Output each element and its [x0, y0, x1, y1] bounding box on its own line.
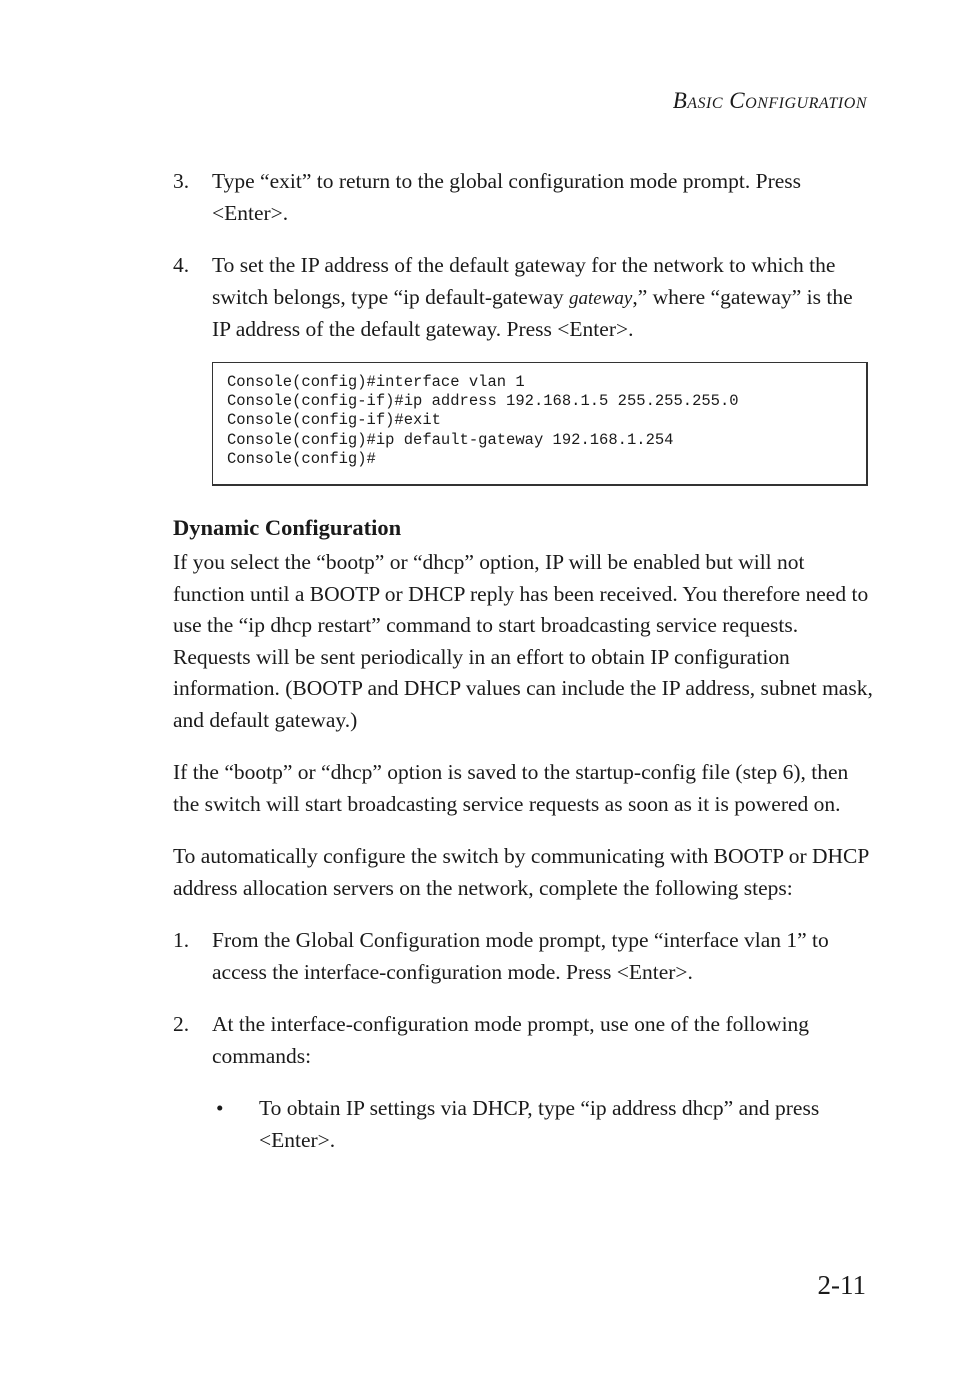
bullet-mark: •	[216, 1096, 224, 1121]
step-number: 1.	[173, 928, 190, 953]
code-line: Console(config)#ip default-gateway 192.168.1.254	[227, 430, 674, 449]
code-line: Console(config)#interface vlan 1	[227, 372, 525, 391]
step-item	[173, 166, 873, 229]
paragraph: To automatically configure the switch by communicating with BOOTP or DHCP address allocation servers on the network, complete the following steps:	[173, 844, 869, 900]
step-number: 3.	[173, 169, 190, 193]
code-line: Console(config-if)#ip address 192.168.1.5 255.255.255.0	[227, 391, 739, 410]
step-text-before: To set the IP address of the default gateway for the network to which the switch belongs, type “ip default-gateway	[212, 253, 836, 309]
step-item	[173, 1009, 873, 1072]
step-text-italic: gateway	[569, 287, 633, 309]
step-number: 4.	[173, 253, 190, 277]
bullet-text: To obtain IP settings via DHCP, type “ip address dhcp” and press <Enter>.	[259, 1096, 820, 1152]
page-number: 2-11	[817, 1270, 866, 1300]
step-text: From the Global Configuration mode prompt, type “interface vlan 1” to access the interface-configuration mode. Press <Enter>.	[212, 928, 829, 984]
paragraph: If the “bootp” or “dhcp” option is saved to the startup-config file (step 6), then the switch will start broadcasting service requests as soon as it is powered on.	[173, 760, 849, 816]
running-header: Basic Configuration	[672, 88, 867, 113]
page-content	[173, 166, 873, 1177]
code-block	[212, 362, 868, 486]
paragraph: If you select the “bootp” or “dhcp” option, IP will be enabled but will not function until a BOOTP or DHCP reply has been received. You therefore need to use the “ip dhcp restart” command to start broadcasting service requests. Requests will be sent periodically in an effort to obtain IP configuration information. (BOOTP and DHCP values can include the IP address, subnet mask, and default gateway.)	[173, 550, 873, 732]
step-text: At the interface-configuration mode prompt, use one of the following commands:	[212, 1012, 810, 1068]
code-line: Console(config)#	[227, 450, 376, 469]
bullet-item	[173, 1093, 873, 1156]
step-text-after: ,” where “gateway” is the IP address of the default gateway. Press <Enter>.	[212, 284, 853, 341]
step-item	[173, 250, 873, 346]
code-line: Console(config-if)#exit	[227, 411, 441, 430]
step-text: Type “exit” to return to the global configuration mode prompt. Press <Enter>.	[212, 169, 802, 225]
step-number: 2.	[173, 1012, 190, 1037]
section-title: Dynamic Configuration	[173, 514, 402, 540]
step-item	[173, 925, 873, 988]
